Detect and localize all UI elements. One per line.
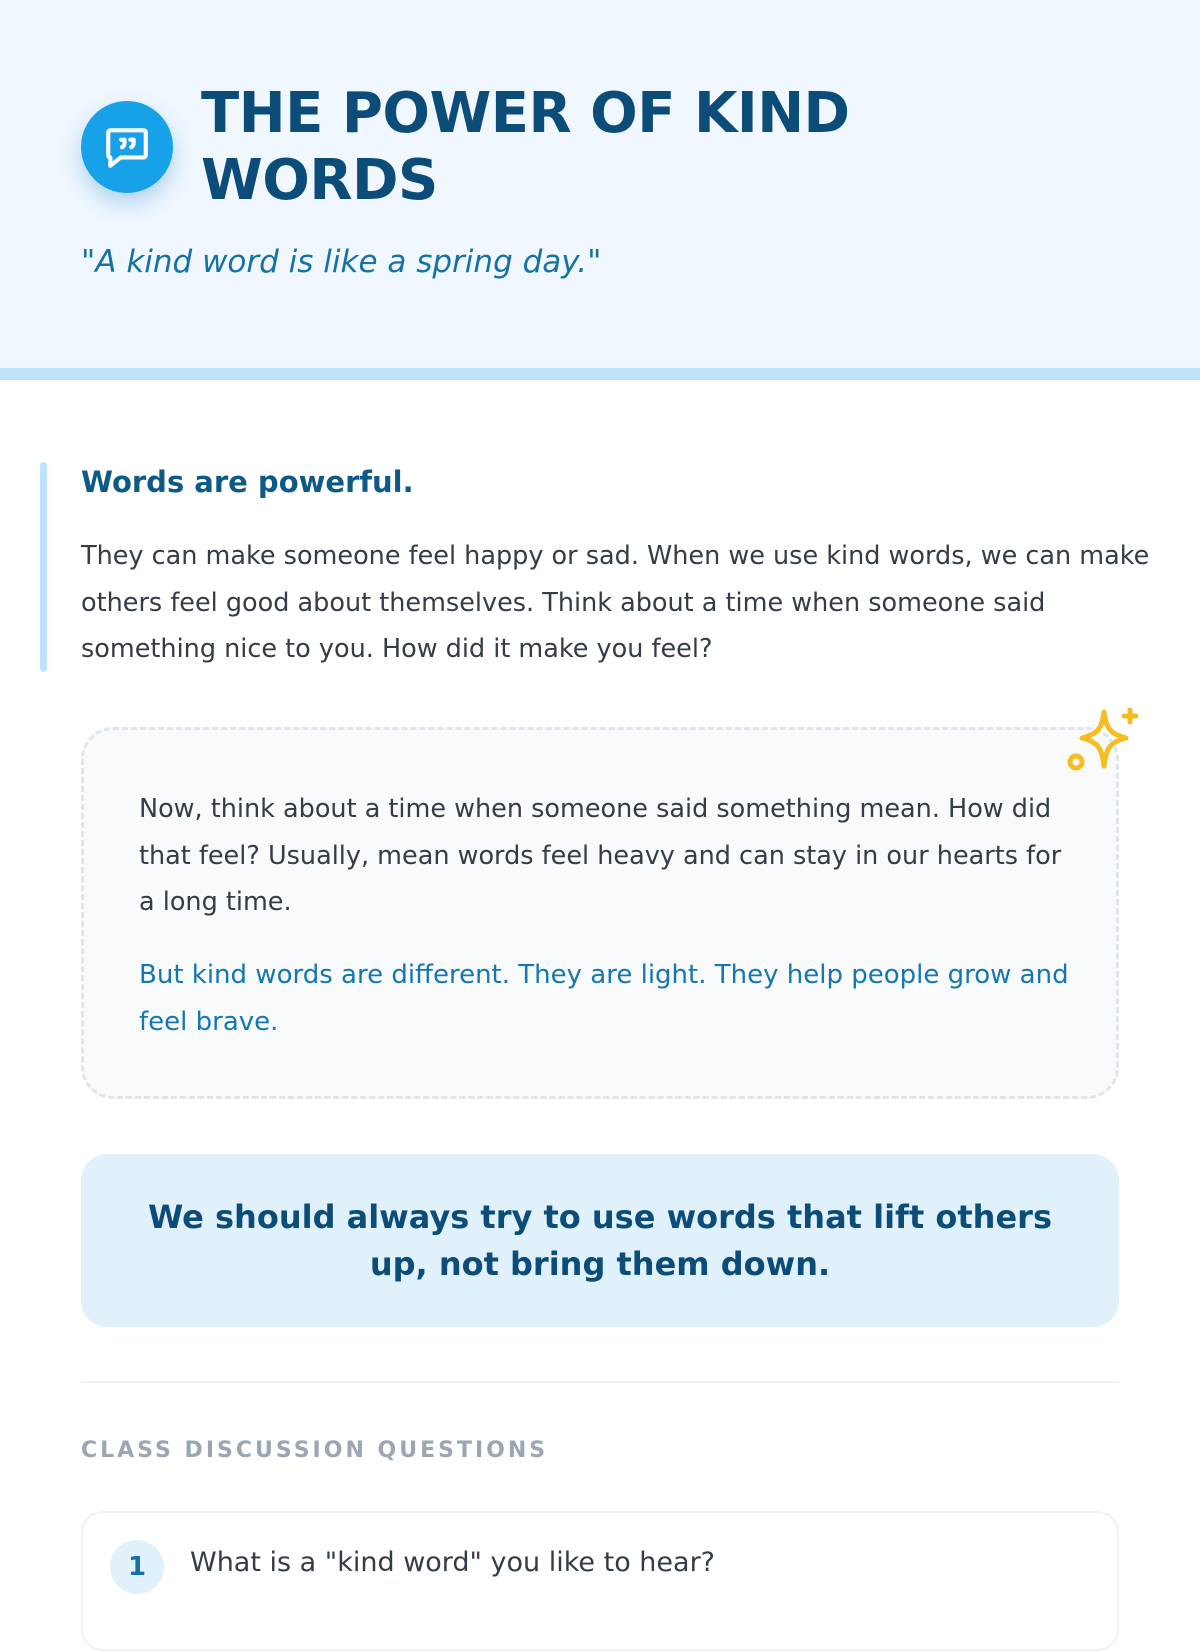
intro-heading: Words are powerful.: [81, 465, 414, 499]
intro-paragraph: They can make someone feel happy or sad. When we use kind words, we can make others feel good about themselves. Think about a time when someone said something nice to you. How did it make you feel?: [81, 541, 1150, 664]
quote-bubble-icon: [81, 101, 173, 193]
intro-section: [40, 462, 1150, 672]
page-header: [0, 0, 1200, 380]
intro-accent-bar: [40, 462, 47, 672]
discussion-section-label: CLASS DISCUSSION QUESTIONS: [81, 1438, 549, 1463]
discussion-question-card: [81, 1511, 1119, 1651]
question-number-badge: 1: [110, 1540, 164, 1594]
key-message-callout: [81, 1154, 1119, 1327]
sparkle-icon: [1062, 704, 1142, 784]
page-title: THE POWER OF KIND WORDS: [201, 81, 850, 213]
question-text: What is a "kind word" you like to hear?: [190, 1547, 716, 1578]
reflection-highlight: But kind words are different. They are light. They help people grow and feel brave.: [139, 960, 1069, 1037]
key-message-text: We should always try to use words that lift others up, not bring them down.: [148, 1197, 1052, 1283]
reflection-box: [81, 727, 1119, 1099]
tagline-quote: "A kind word is like a spring day.": [81, 244, 602, 280]
reflection-paragraph: Now, think about a time when someone said something mean. How did that feel? Usually, mean words feel heavy and can stay in our hearts for a long time.: [139, 794, 1062, 917]
section-divider: [81, 1381, 1119, 1383]
